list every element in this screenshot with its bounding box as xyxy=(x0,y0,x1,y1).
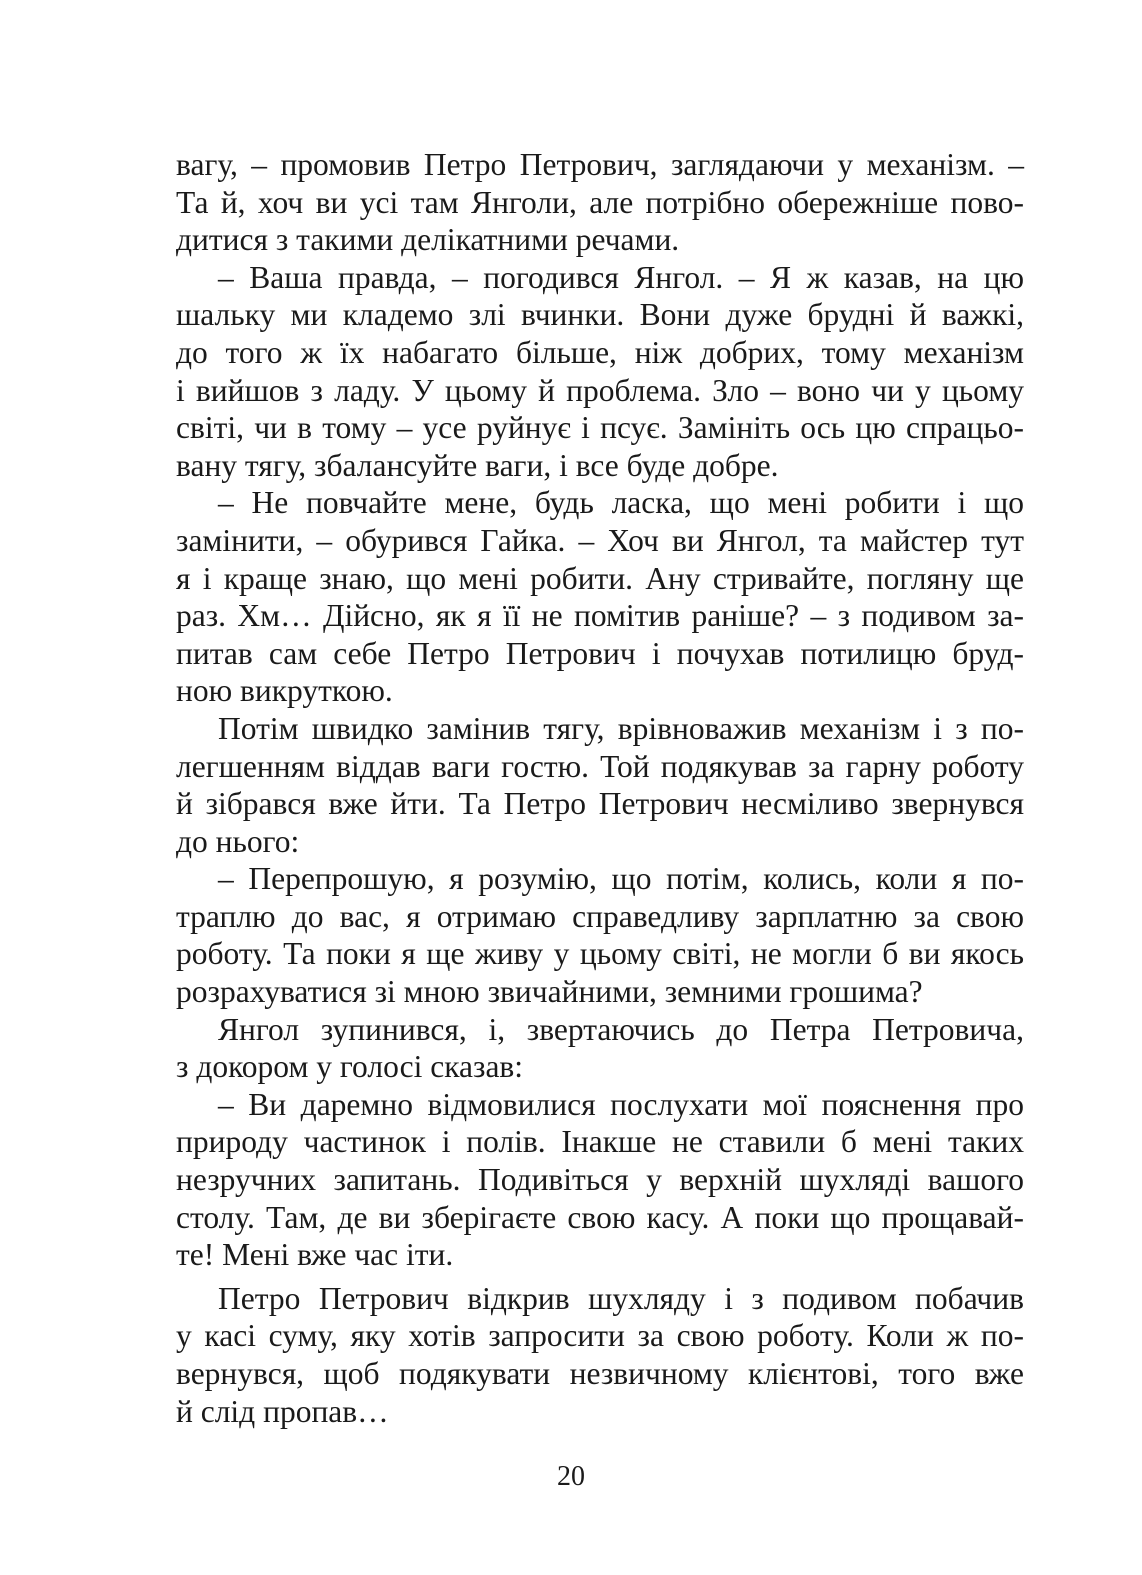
text-line: я і краще знаю, що мені робити. Ану стривайте, погляну ще xyxy=(176,560,1024,596)
text-line: вернувся, щоб подякувати незвичному клієнтові, того вже xyxy=(176,1356,1024,1391)
text-line: природу частинок і полів. Інакше не ставили б мені таких xyxy=(176,1124,1024,1160)
text-line: й слід пропав… xyxy=(176,1393,389,1429)
text-line: траплю до вас, я отримаю справедливу зарплатню за свою xyxy=(176,898,1024,934)
text-line: дитися з такими делікатними речами. xyxy=(176,222,680,258)
text-line: світі, чи в тому – усе руйнує і псує. Замініть ось цю спрацьо- xyxy=(176,410,1024,446)
text-line: з докором у голосі сказав: xyxy=(176,1049,524,1085)
text-line: – Ваша правда, – погодився Янгол. – Я ж казав, на цю xyxy=(218,259,1024,295)
text-line: розрахуватися зі мною звичайними, земними грошима? xyxy=(176,974,923,1010)
text-line: у касі суму, яку хотів запросити за свою роботу. Коли ж по- xyxy=(176,1318,1024,1354)
text-line: те! Мені вже час іти. xyxy=(176,1237,454,1273)
text-line: Потім швидко замінив тягу, врівноважив механізм і з по- xyxy=(218,710,1024,746)
text-line: і вийшов з ладу. У цьому й проблема. Зло – воно чи у цьому xyxy=(176,372,1024,408)
text-line: ною викруткою. xyxy=(176,673,393,709)
text-line: до нього: xyxy=(176,823,300,859)
text-line: раз. Хм… Дійсно, як я її не помітив раніше? – з подивом за- xyxy=(176,598,1024,634)
text-line: роботу. Та поки я ще живу у цьому світі, не могли б ви якось xyxy=(176,936,1024,972)
text-line: шальку ми кладемо злі вчинки. Вони дуже брудні й важкі, xyxy=(176,297,1024,333)
text-line: вану тягу, збалансуйте ваги, і все буде добре. xyxy=(176,447,779,483)
text-line: столу. Там, де ви зберігаєте свою касу. А поки що прощавай- xyxy=(176,1199,1024,1235)
text-line: – Ви даремно відмовилися послухати мої пояснення про xyxy=(218,1086,1024,1122)
text-line: й зібрався вже йти. Та Петро Петрович несміливо звернувся xyxy=(176,786,1024,822)
text-line: замінити, – обурився Гайка. – Хоч ви Янгол, та майстер тут xyxy=(176,522,1024,558)
text-line: Янгол зупинився, і, звертаючись до Петра Петровича, xyxy=(218,1011,1024,1047)
text-line: вагу, – промовив Петро Петрович, заглядаючи у механізм. – xyxy=(176,147,1024,182)
page-number: 20 xyxy=(557,1461,585,1492)
text-line: Та й, хоч ви усі там Янголи, але потрібно обережніше пово- xyxy=(176,184,1024,220)
text-line: – Перепрошую, я розумію, що потім, колись, коли я по- xyxy=(218,861,1024,897)
body-text xyxy=(176,146,1024,1430)
text-line: – Не повчайте мене, будь ласка, що мені робити і що xyxy=(218,485,1024,521)
text-line: легшенням віддав ваги гостю. Той подякував за гарну роботу xyxy=(176,748,1024,784)
text-line: незручних запитань. Подивіться у верхній шухляді вашого xyxy=(176,1162,1024,1198)
text-line: Петро Петрович відкрив шухляду і з подивом побачив xyxy=(218,1280,1024,1316)
text-line: до того ж їх набагато більше, ніж добрих, тому механізм xyxy=(176,334,1024,370)
text-line: питав сам себе Петро Петрович і почухав потилицю бруд- xyxy=(176,635,1024,671)
